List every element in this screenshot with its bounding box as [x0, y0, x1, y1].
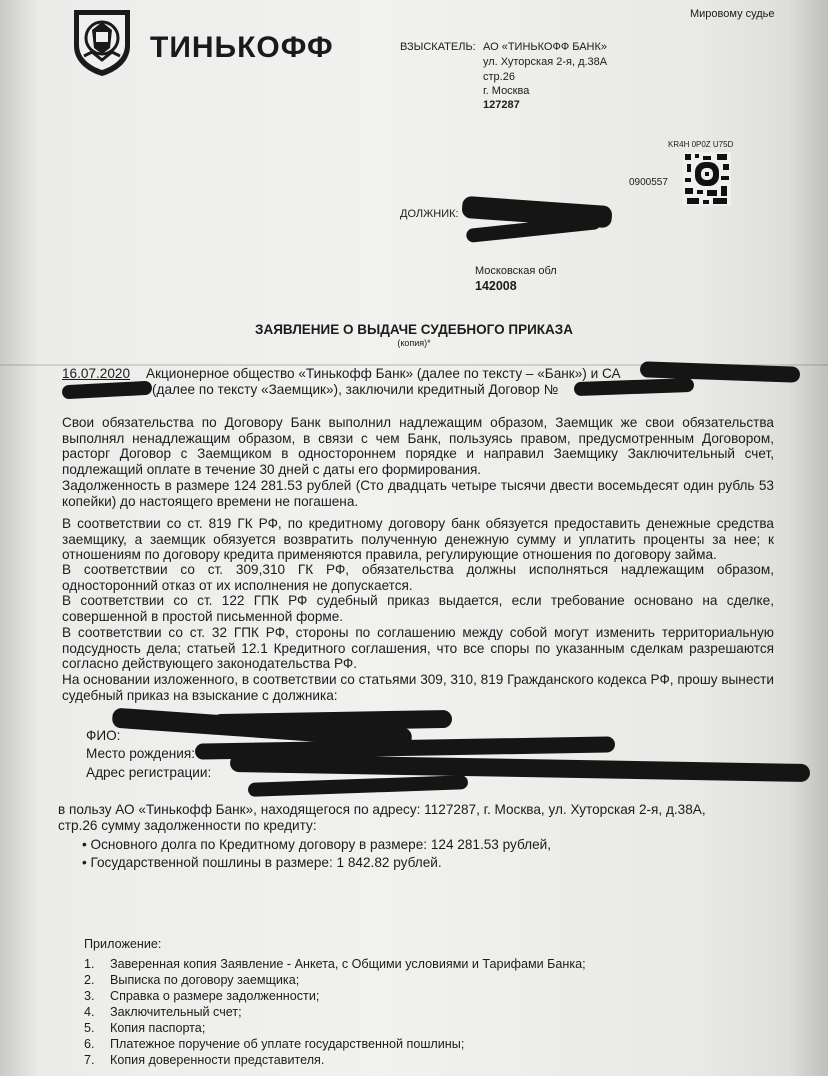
document-subtitle: (копия)* — [397, 338, 431, 348]
creditor-city: г. Москва — [483, 85, 530, 97]
attachment-number: 3. — [84, 989, 95, 1003]
claim-item-fee: • Государственной пошлины в размере: 1 842.82 рублей. — [82, 855, 442, 870]
claim-item-principal: • Основного долга по Кредитному договору в размере: 124 281.53 рублей, — [82, 837, 552, 852]
attachment-item — [84, 957, 586, 971]
attachment-number: 5. — [84, 1021, 95, 1035]
creditor-label: ВЗЫСКАТЕЛЬ: — [400, 41, 476, 53]
creditor-street: ул. Хуторская 2-я, д.38А — [483, 56, 608, 68]
attachment-item — [84, 989, 319, 1003]
attachment-item — [84, 1037, 464, 1051]
claim-item-text: Основного долга по Кредитному договору в размере: 124 281.53 рублей, — [90, 837, 552, 852]
attachment-item — [84, 1021, 205, 1035]
attachment-item — [84, 1005, 242, 1019]
paragraph-art-32: В соответствии со ст. 32 ГПК РФ, стороны по соглашению между собой могут изменить территориальную подсудность дела; статьей 12.1 Кредитного соглашения, что все споры по указанным сделкам разрешаются согласно действующего законодательства РФ. — [62, 625, 774, 671]
contract-date: 16.07.2020 — [62, 366, 131, 381]
attachment-text: Справка о размере задолженности; — [110, 989, 320, 1003]
intro-line-1: Акционерное общество «Тинькофф Банк» (далее по тексту – «Банк») и СА — [146, 366, 621, 381]
paragraph-art-819: В соответствии со ст. 819 ГК РФ, по кредитному договору банк обязуется предоставить денежные средства заемщику, а заемщик обязуется возвратить полученную денежную сумму и уплатить проценты за нее; к отношениям по договору кредита применяются правила, регулирующие отношения по договору займа. — [62, 516, 774, 562]
attachments-heading: Приложение: — [84, 937, 162, 951]
barcode-code-line: KR4H 0P0Z U75D — [668, 140, 734, 149]
attachment-item — [84, 1053, 324, 1067]
brand-name: ТИНЬКОФФ — [150, 31, 334, 64]
page-edge-shadow — [788, 0, 828, 1076]
claim-item-text: Государственной пошлины в размере: 1 842.82 рублей. — [90, 855, 442, 870]
attachment-text: Заключительный счет; — [110, 1005, 242, 1019]
field-fio-label: ФИО: — [86, 728, 121, 743]
claim-line-2: стр.26 сумму задолженности по кредиту: — [58, 818, 317, 833]
attachment-text: Заверенная копия Заявление - Анкета, с Общими условиями и Тарифами Банка; — [110, 957, 586, 971]
attachment-text: Копия доверенности представителя. — [110, 1053, 325, 1067]
creditor-postcode: 127287 — [483, 99, 520, 111]
paragraph-art-122: В соответствии со ст. 122 ГПК РФ судебный приказ выдается, если требование основано на сделке, совершенной в простой письменной форме. — [62, 593, 774, 624]
creditor-name: АО «ТИНЬКОФФ БАНК» — [483, 41, 608, 53]
barcode-number: 0900557 — [629, 177, 668, 188]
recipient-text: Мировому судье — [690, 8, 775, 20]
field-birthplace-label: Место рождения: — [86, 746, 196, 761]
intro-line-2: (далее по тексту «Заемщик»), заключили кредитный Договор № — [152, 382, 559, 397]
debtor-region: Московская обл — [475, 265, 557, 277]
claim-line-1: в пользу АО «Тинькофф Банк», находящегося по адресу: 1127287, г. Москва, ул. Хуторская 2-я, д.38А, — [58, 802, 706, 817]
paragraph-art-309-310: В соответствии со ст. 309,310 ГК РФ, обязательства должны исполняться надлежащим образом, односторонний отказ от их исполнения не допускается. — [62, 562, 774, 593]
attachment-number: 6. — [84, 1037, 95, 1051]
attachment-text: Выписка по договору заемщика; — [110, 973, 300, 987]
document-title: ЗАЯВЛЕНИЕ О ВЫДАЧЕ СУДЕБНОГО ПРИКАЗА — [255, 322, 573, 337]
paragraph-obligations: Свои обязательства по Договору Банк выполнил надлежащим образом, Заемщик же свои обязательства выполнял ненадлежащим образом, в связи с чем Банк, пользуясь правом, предусмотренным Договором, расторг Договор с Заемщиком в одностороннем порядке и направил Заемщику Заключительный счет, подлежащий оплате в течение 30 дней с даты его формирования. — [62, 415, 774, 477]
attachment-number: 1. — [84, 957, 95, 971]
attachment-number: 7. — [84, 1053, 95, 1067]
field-address-label: Адрес регистрации: — [86, 765, 212, 780]
paragraph-debt-amount: Задолженность в размере 124 281.53 рублей (Сто двадцать четыре тысячи двести восемьдесят один рубль 53 копейки) до настоящего времени не погашена. — [62, 478, 774, 509]
qr-code-icon — [683, 152, 731, 206]
tinkoff-emblem-logo — [70, 8, 134, 78]
attachment-text: Копия паспорта; — [110, 1021, 206, 1035]
attachment-number: 2. — [84, 973, 95, 987]
debtor-label: ДОЛЖНИК: — [400, 208, 459, 220]
paragraph-request: На основании изложенного, в соответствии со статьями 309, 310, 819 Гражданского кодекса РФ, прошу вынести судебный приказ на взыскание с должника: — [62, 672, 774, 703]
creditor-building: стр.26 — [483, 71, 515, 83]
attachment-item — [84, 973, 299, 987]
debtor-postcode: 142008 — [475, 279, 517, 293]
attachment-text: Платежное поручение об уплате государственной пошлины; — [110, 1037, 465, 1051]
attachment-number: 4. — [84, 1005, 95, 1019]
